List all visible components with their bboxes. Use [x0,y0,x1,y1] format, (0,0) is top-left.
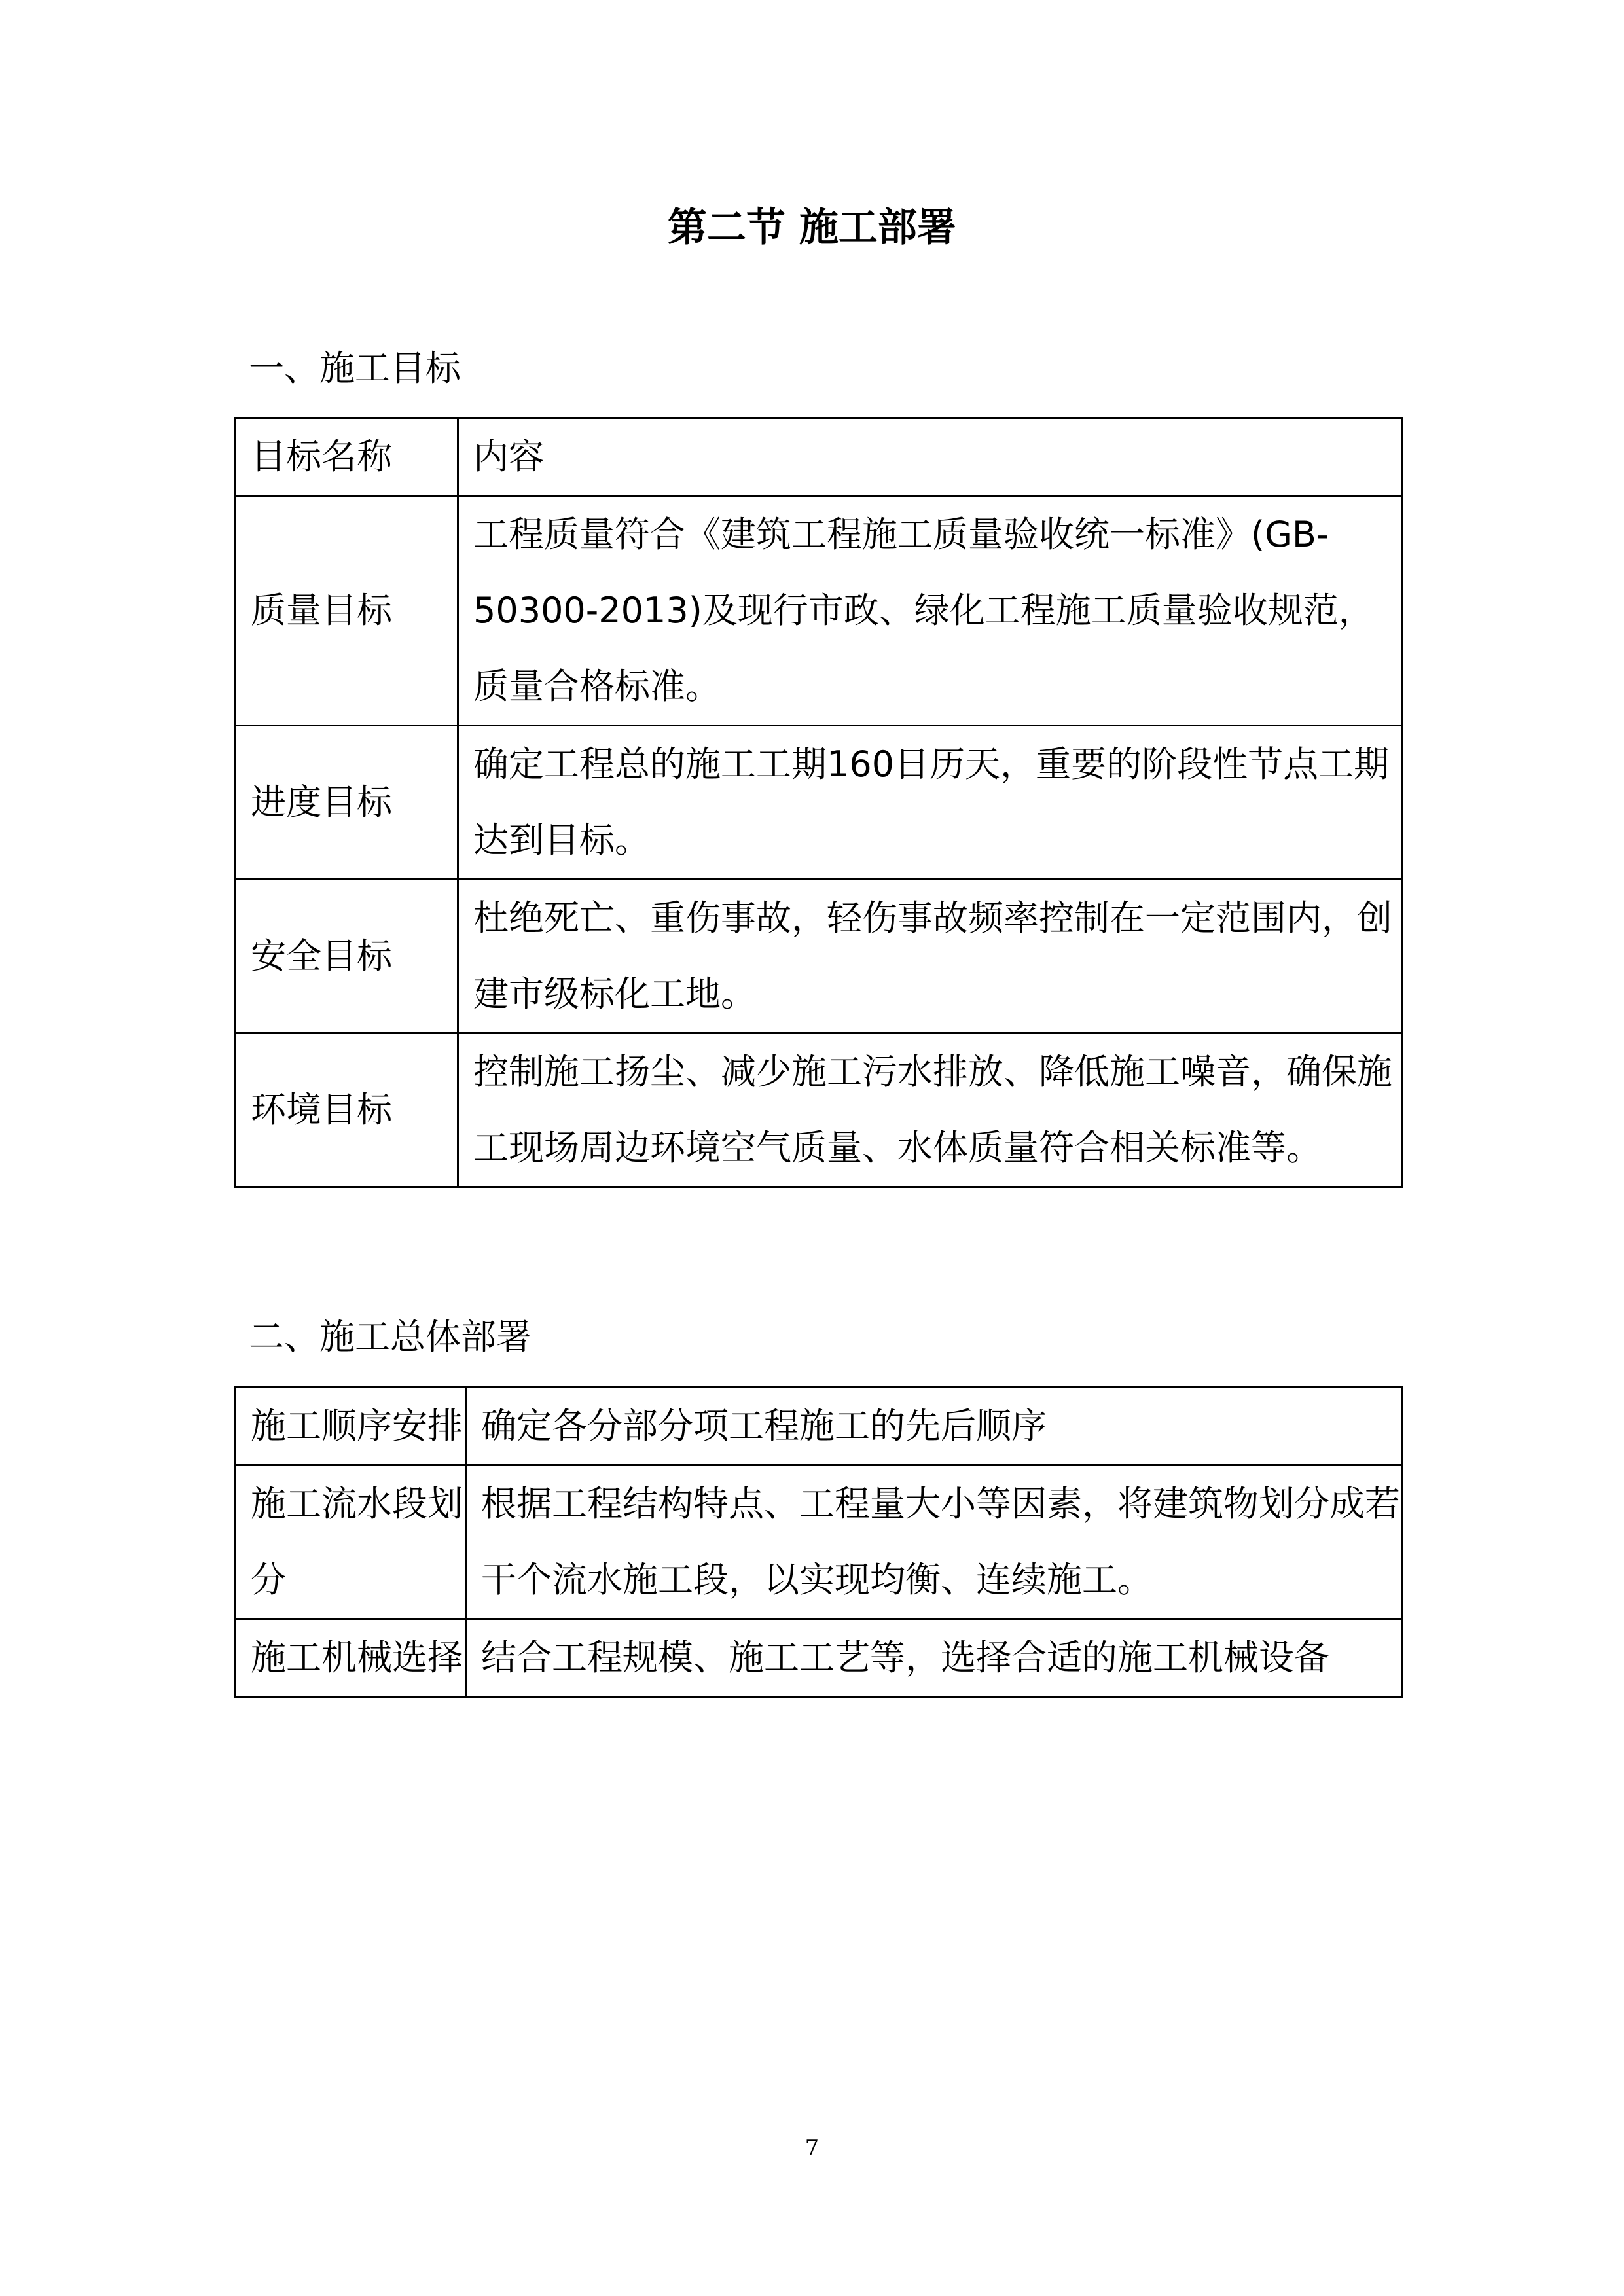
page-number: 7 [804,2135,820,2161]
row-content-cell: 工程质量符合《建筑工程施工质量验收统一标准》(GB-50300-2013)及现行市政、绿化工程施工质量验收规范，质量合格标准。 [458,496,1402,726]
deployment-table [234,1386,1403,1698]
row-name-cell: 施工顺序安排 [236,1388,466,1465]
table-row [236,726,1402,880]
header-content-cell: 内容 [458,418,1402,496]
row-content-cell: 确定工程总的施工工期160日历天，重要的阶段性节点工期达到目标。 [458,726,1402,880]
table-row [236,1033,1402,1187]
row-content-cell: 根据工程结构特点、工程量大小等因素，将建筑物划分成若干个流水施工段，以实现均衡、连续施工。 [466,1465,1402,1619]
row-name-cell: 质量目标 [236,496,458,726]
header-name-cell: 目标名称 [236,418,458,496]
row-name-cell: 环境目标 [236,1033,458,1187]
table-row [236,1619,1402,1697]
goals-table [234,417,1403,1188]
row-name-cell: 安全目标 [236,880,458,1033]
row-content-cell: 确定各分部分项工程施工的先后顺序 [466,1388,1402,1465]
section-heading-deployment: 二、施工总体部署 [249,1316,532,1357]
row-name-cell: 施工机械选择 [236,1619,466,1697]
table-row [236,496,1402,726]
table-row [236,880,1402,1033]
row-name-cell: 进度目标 [236,726,458,880]
row-content-cell: 杜绝死亡、重伤事故，轻伤事故频率控制在一定范围内，创建市级标化工地。 [458,880,1402,1033]
table-row [236,1388,1402,1465]
section-heading-goals: 一、施工目标 [249,348,461,389]
table-header-row [236,418,1402,496]
row-content-cell: 控制施工扬尘、减少施工污水排放、降低施工噪音，确保施工现场周边环境空气质量、水体质量符合相关标准等。 [458,1033,1402,1187]
table-row [236,1465,1402,1619]
row-content-cell: 结合工程规模、施工工艺等，选择合适的施工机械设备 [466,1619,1402,1697]
page-title: 第二节 施工部署 [668,205,956,251]
row-name-cell: 施工流水段划分 [236,1465,466,1619]
